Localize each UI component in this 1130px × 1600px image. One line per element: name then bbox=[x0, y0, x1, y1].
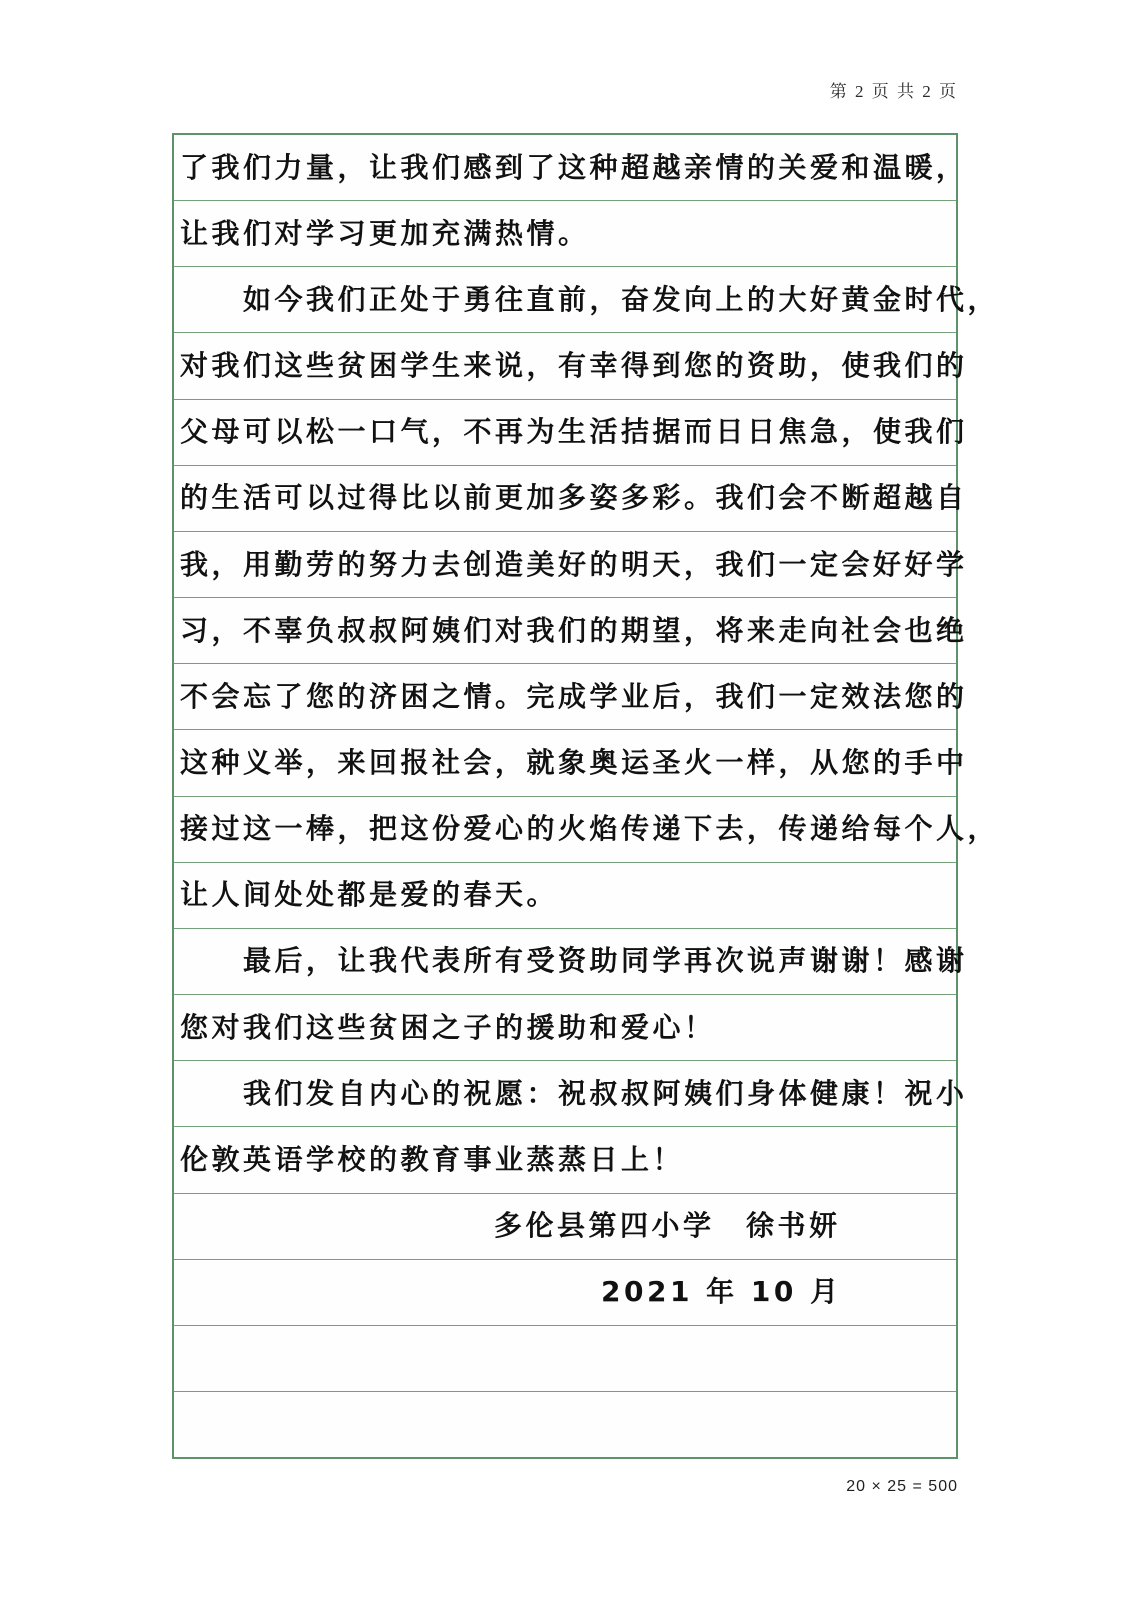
text-row: 父母可以松一口气，不再为生活拮据而日日焦急，使我们 bbox=[174, 400, 956, 466]
page-number-indicator: 第 2 页 共 2 页 bbox=[829, 82, 958, 101]
grid-size-note: 20 × 25 = 500 bbox=[846, 1478, 958, 1495]
text-row: 接过这一棒，把这份爱心的火焰传递下去，传递给每个人， bbox=[174, 797, 956, 863]
text-row: 您对我们这些贫困之子的援助和爱心！ bbox=[174, 995, 956, 1061]
text-row: 这种义举，来回报社会，就象奥运圣火一样，从您的手中 bbox=[174, 730, 956, 796]
text-row: 了我们力量，让我们感到了这种超越亲情的关爱和温暖， bbox=[174, 135, 956, 201]
text-row: 习，不辜负叔叔阿姨们对我们的期望，将来走向社会也绝 bbox=[174, 598, 956, 664]
text-row: 如今我们正处于勇往直前，奋发向上的大好黄金时代， bbox=[174, 267, 956, 333]
empty-row bbox=[174, 1326, 956, 1392]
signature-row: 多伦县第四小学 徐书妍 bbox=[174, 1194, 956, 1260]
writing-grid bbox=[172, 133, 1000, 1459]
text-row: 让人间处处都是爱的春天。 bbox=[174, 863, 956, 929]
text-row: 对我们这些贫困学生来说，有幸得到您的资助，使我们的 bbox=[174, 333, 956, 399]
text-row: 最后，让我代表所有受资助同学再次说声谢谢！感谢 bbox=[174, 929, 956, 995]
text-row: 不会忘了您的济困之情。完成学业后，我们一定效法您的 bbox=[174, 664, 956, 730]
date-row: 2021 年 10 月 bbox=[174, 1260, 956, 1326]
text-row: 我们发自内心的祝愿：祝叔叔阿姨们身体健康！祝小 bbox=[174, 1061, 956, 1127]
text-row: 让我们对学习更加充满热情。 bbox=[174, 201, 956, 267]
text-row: 的生活可以过得比以前更加多姿多彩。我们会不断超越自 bbox=[174, 466, 956, 532]
empty-row bbox=[174, 1392, 956, 1457]
text-row: 我，用勤劳的努力去创造美好的明天，我们一定会好好学 bbox=[174, 532, 956, 598]
text-row: 伦敦英语学校的教育事业蒸蒸日上！ bbox=[174, 1127, 956, 1193]
